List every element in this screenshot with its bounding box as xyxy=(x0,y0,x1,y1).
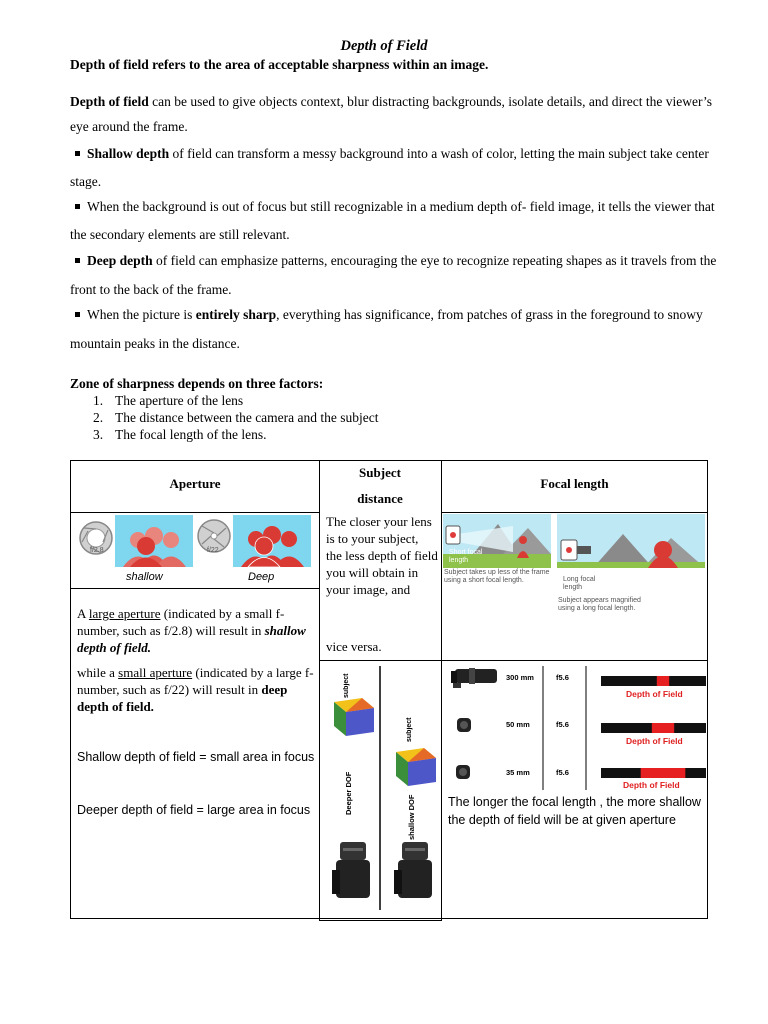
dof-in-focus-segment xyxy=(652,723,674,733)
aperture-small-text xyxy=(77,664,315,715)
intro-bold: Depth of field xyxy=(70,94,149,109)
focal-300-fstop: f5.6 xyxy=(556,673,569,682)
list-text: The focal length of the lens. xyxy=(115,427,267,442)
text-b-mid: (indicated by a large f-number, such as f/22) will result in xyxy=(77,665,314,697)
label-deep: Deep xyxy=(248,571,275,583)
label-shallow: shallow xyxy=(126,571,163,583)
bullet-1-text: of field can transform a messy background into a wash of color, letting the main subject take center stage. xyxy=(70,146,709,189)
list-text: The distance between the camera and the subject xyxy=(115,410,379,425)
bullet-2-text: When the background is out of focus but still recognizable in a medium depth of- field image, it tells the viewer that the secondary elements are still relevant. xyxy=(70,199,715,242)
fstop-wide: f/2.8 xyxy=(90,547,104,554)
header-aperture: Aperture xyxy=(169,476,221,491)
aperture-image-divider xyxy=(70,588,320,589)
label-subject-near: subject xyxy=(343,673,350,698)
paragraph-intro xyxy=(70,89,720,139)
long-focal-caption: Subject appears magnified using a long focal length. xyxy=(558,597,641,612)
telephoto-lens-icon xyxy=(451,668,497,688)
dof-in-focus-segment xyxy=(657,676,669,686)
text-b-pre: while a xyxy=(77,665,119,680)
bullet-1 xyxy=(70,140,720,196)
bullet-square-icon xyxy=(75,312,80,317)
shallow-dof-term: shallow depth of field. xyxy=(77,623,306,655)
aperture-illustration xyxy=(74,514,316,586)
header-focal-length: Focal length xyxy=(540,476,609,491)
shallow-definition: Shallow depth of field = small area in focus xyxy=(77,750,315,764)
label-shallow-dof: shallow DOF xyxy=(407,794,416,840)
subject-distance-text2: vice versa. xyxy=(326,639,382,654)
aperture-large-text xyxy=(77,605,315,656)
deep-definition: Deeper depth of field = large area in focus xyxy=(77,803,311,817)
focal-50-fstop: f5.6 xyxy=(556,720,569,729)
bullet-4 xyxy=(70,300,720,358)
subject-cube-near xyxy=(334,698,374,736)
bullet-square-icon xyxy=(75,151,80,156)
list-text: The aperture of the lens xyxy=(115,393,244,408)
text-a-pre: A xyxy=(77,606,89,621)
text-a-mid: (indicated by a small f-number, such as f/2.8) will result in xyxy=(77,606,285,638)
bullet-3-bold: Deep depth xyxy=(87,253,153,268)
fstop-narrow: f/22 xyxy=(207,547,219,554)
label-deeper-dof: Deeper DOF xyxy=(344,771,353,815)
lead-sentence: Depth of field refers to the area of acceptable sharpness within an image. xyxy=(70,57,489,72)
large-aperture-term: large aperture xyxy=(88,606,161,621)
bullet-3 xyxy=(70,246,720,304)
focal-35-fstop: f5.6 xyxy=(556,768,569,777)
bullet-4-bold: entirely sharp xyxy=(195,307,277,322)
dof-label-35: Depth of Field xyxy=(623,780,680,790)
subject-distance-diagram xyxy=(322,662,440,914)
bullet-square-icon xyxy=(75,204,80,209)
bullet-3-text: of field can emphasize patterns, encouraging the eye to recognize repeating shapes as it travels from the front to the back of the frame. xyxy=(70,253,717,297)
deep-dof-term: deep depth of field. xyxy=(77,682,288,714)
list-item xyxy=(93,392,379,409)
dof-bar xyxy=(601,676,706,686)
page-title: Depth of Field xyxy=(340,38,428,54)
bullet-4-pre: When the picture is xyxy=(87,307,196,322)
subject-distance-text: The closer your lens is to your subject, the less depth of field you will obtain in your image, and xyxy=(326,514,438,597)
list-number: 3. xyxy=(93,427,104,442)
long-focal-title: Long focal length xyxy=(563,576,596,591)
focal-length-summary: The longer the focal length , the more shallow the depth of field will be at given aperture xyxy=(448,795,701,827)
focal-300-label: 300 mm xyxy=(506,673,534,682)
header-subject-distance: Subject distance xyxy=(357,465,403,506)
list-number: 1. xyxy=(93,393,104,408)
focal-image-divider xyxy=(441,660,708,661)
dof-label-50: Depth of Field xyxy=(626,736,683,746)
bullet-1-bold: Shallow depth xyxy=(87,146,170,161)
focal-50-label: 50 mm xyxy=(506,720,530,729)
list-number: 2. xyxy=(93,410,104,425)
header-divider-left xyxy=(70,512,320,513)
short-focal-title: Short focal length xyxy=(449,549,483,564)
dof-label-300: Depth of Field xyxy=(626,689,683,699)
short-focal-caption: Subject takes up less of the frame using a short focal length. xyxy=(444,569,550,584)
list-item xyxy=(93,426,379,443)
header-divider-right xyxy=(441,512,708,513)
factor-list xyxy=(93,392,379,443)
bullet-square-icon xyxy=(75,258,80,263)
wide-lens-icon xyxy=(456,765,470,779)
bullet-2 xyxy=(70,193,720,249)
intro-text: can be used to give objects context, blur distracting backgrounds, isolate details, and direct the viewer’s eye around the frame. xyxy=(70,94,712,134)
camera-icon xyxy=(394,842,432,898)
normal-lens-icon xyxy=(457,718,471,732)
list-item xyxy=(93,409,379,426)
focal-35-label: 35 mm xyxy=(506,768,530,777)
zone-heading: Zone of sharpness depends on three factors: xyxy=(70,376,324,391)
dof-in-focus-segment xyxy=(641,768,686,778)
focal-length-rows-diagram xyxy=(443,664,706,794)
label-subject-far: subject xyxy=(406,717,413,742)
camera-icon xyxy=(332,842,370,898)
subject-text-divider xyxy=(320,660,441,661)
small-aperture-term: small aperture xyxy=(118,665,193,680)
bullet-4-text: , everything has significance, from patches of grass in the foreground to snowy mountain peaks in the distance. xyxy=(70,307,703,351)
